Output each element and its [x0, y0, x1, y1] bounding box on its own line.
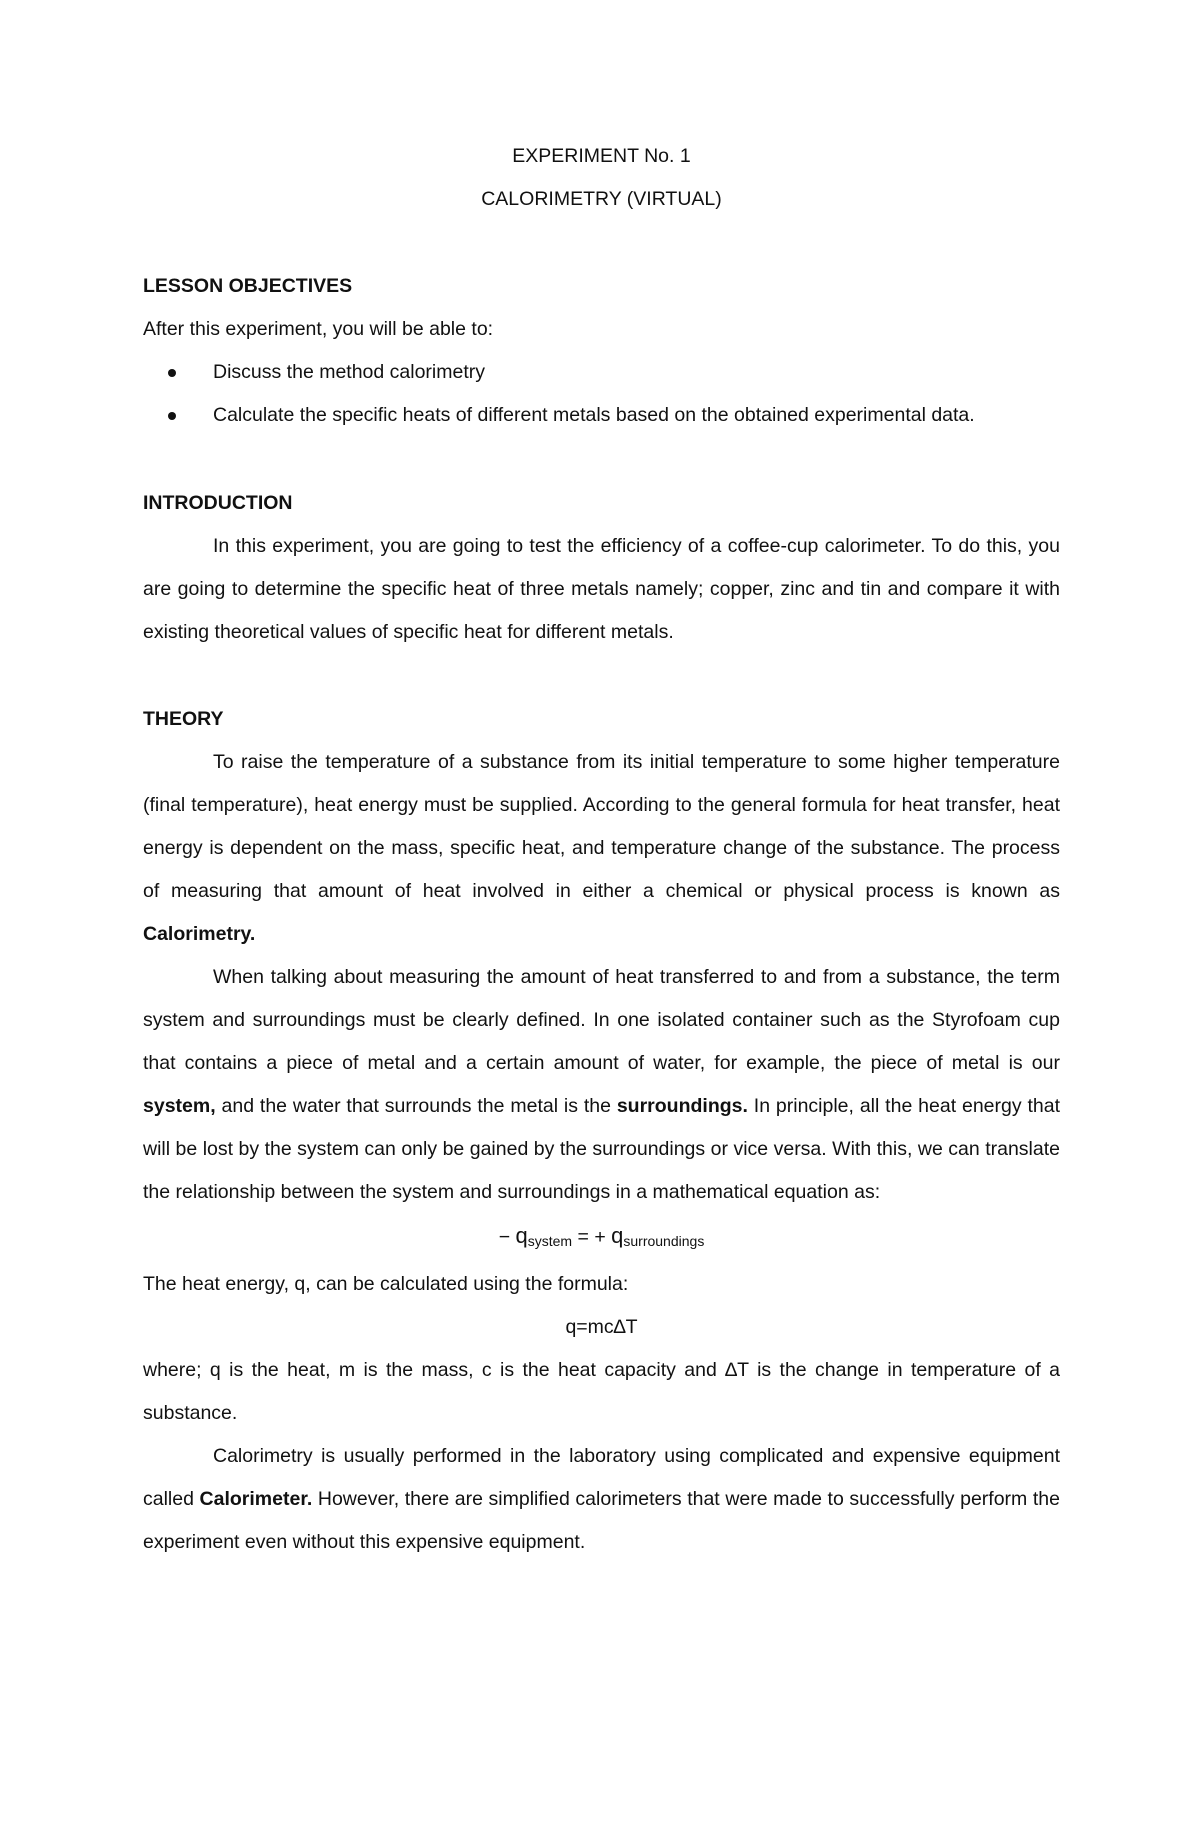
list-item [143, 394, 1060, 437]
theory-p2-b: and the water that surrounds the metal is the [215, 1095, 617, 1117]
formula-heat: q=mc∆T [565, 1316, 638, 1338]
theory-section [143, 698, 1060, 1564]
calorimetry-term: Calorimetry. [143, 923, 256, 945]
bullet-icon [168, 369, 176, 377]
system-term: system, [143, 1095, 216, 1117]
document-title: EXPERIMENT No. 1 [512, 145, 691, 167]
eq-equals-plus: = + [572, 1226, 612, 1248]
objectives-intro: After this experiment, you will be able to: [143, 318, 494, 340]
formula-intro: The heat energy, q, can be calculated using the formula: [143, 1273, 629, 1295]
theory-p3-b: However, there are simplified calorimeters that were made to successfully perform the experiment even without this expensive equipment. [143, 1488, 1060, 1553]
eq-q-surroundings: q [611, 1223, 624, 1248]
theory-p2-a: When talking about measuring the amount of heat transferred to and from a substance, the term system and surroundings must be clearly defined. In one isolated container such as the Styrofoam cup that contains a piece of metal and a certain amount of water, for example, the piece of metal is our [143, 966, 1060, 1074]
theory-paragraph-1 [143, 741, 1060, 956]
theory-heading: THEORY [143, 708, 224, 730]
objectives-list [143, 351, 1060, 437]
theory-p3-a: Calorimetry is usually performed in the laboratory using complicated and expensive equipment called [143, 1445, 1060, 1510]
theory-paragraph-2 [143, 956, 1060, 1214]
eq-q-system: q [515, 1223, 528, 1248]
document-subtitle: CALORIMETRY (VIRTUAL) [481, 188, 722, 210]
eq-minus: − [498, 1226, 511, 1248]
eq-sub-system: system [527, 1233, 573, 1249]
formula-where: where; q is the heat, m is the mass, c is the heat capacity and ∆T is the change in temperature of a substance. [143, 1359, 1060, 1424]
theory-p1-text: To raise the temperature of a substance from its initial temperature to some higher temperature (final temperature), heat energy must be supplied. According to the general formula for heat transfer, heat energy is dependent on the mass, specific heat, and temperature change of the substance. The process of measuring that amount of heat involved in either a chemical or physical process is known as [143, 751, 1060, 902]
calorimeter-term: Calorimeter. [199, 1488, 313, 1510]
theory-p2-c: In principle, all the heat energy that will be lost by the system can only be gained by the surroundings or vice versa. With this, we can translate the relationship between the system and surroundings in a mathematical equation as: [143, 1095, 1060, 1203]
title-block [143, 135, 1060, 221]
bullet-icon [168, 412, 176, 420]
theory-paragraph-3 [143, 1435, 1060, 1564]
objectives-section [143, 265, 1060, 437]
eq-sub-surroundings: surroundings [623, 1233, 705, 1249]
introduction-paragraph: In this experiment, you are going to test the efficiency of a coffee-cup calorimeter. To do this, you are going to determine the specific heat of three metals namely; copper, zinc and tin and compare it with existing theoretical values of specific heat for different metals. [143, 535, 1060, 643]
introduction-section [143, 482, 1060, 654]
introduction-heading: INTRODUCTION [143, 492, 293, 514]
equation-heat-balance [143, 1214, 1060, 1263]
objective-text: Calculate the specific heats of different metals based on the obtained experimental data. [213, 404, 975, 426]
objectives-heading: LESSON OBJECTIVES [143, 275, 353, 297]
objective-text: Discuss the method calorimetry [213, 361, 486, 383]
surroundings-term: surroundings. [616, 1095, 748, 1117]
list-item [143, 351, 1060, 394]
